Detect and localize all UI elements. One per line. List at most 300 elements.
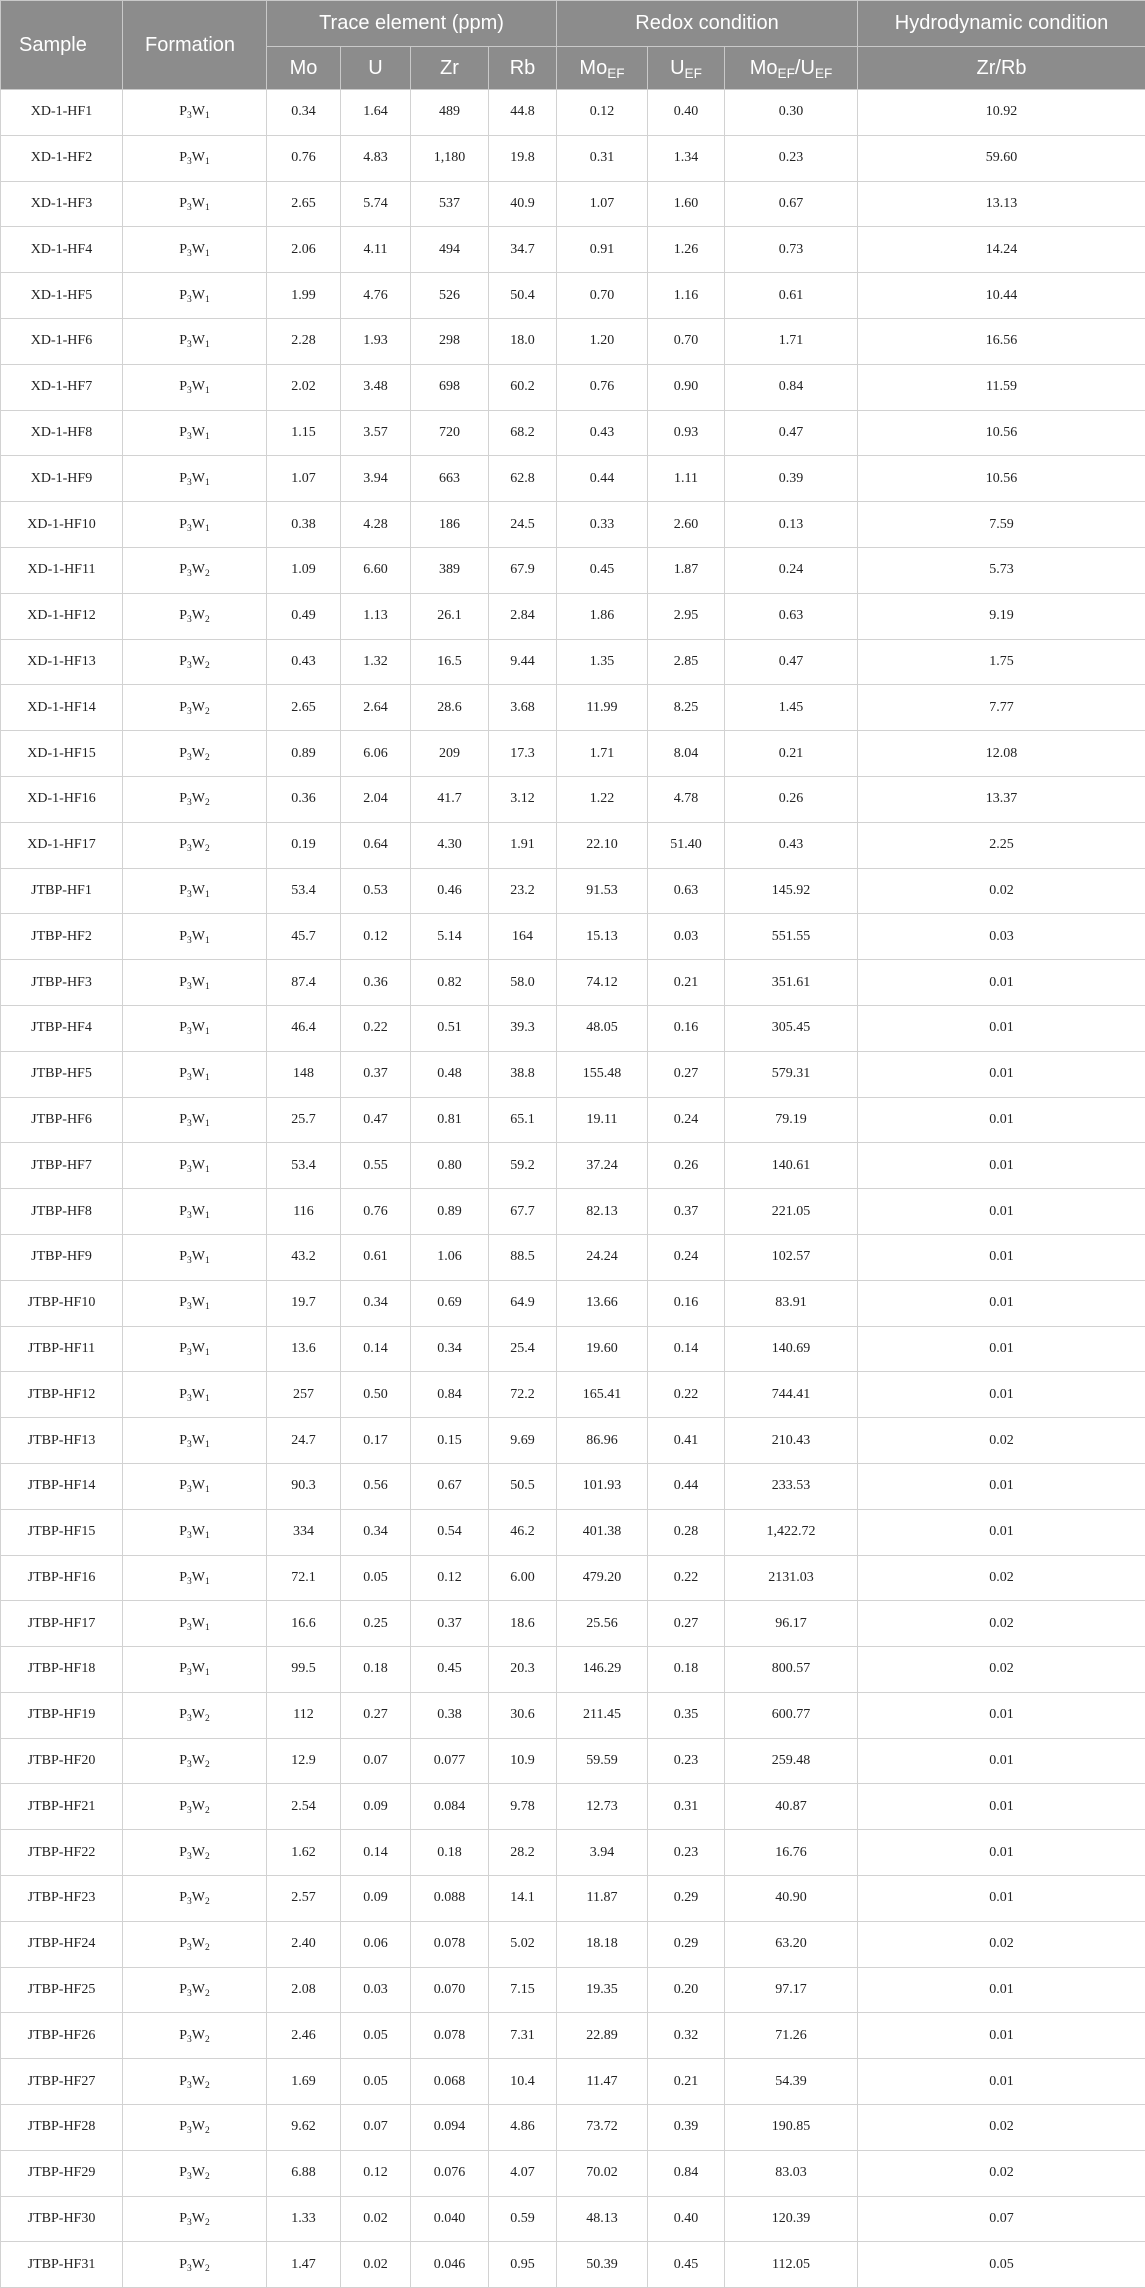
mo-cell: 2.57: [267, 1876, 341, 1922]
mo-cell: 16.6: [267, 1601, 341, 1647]
sample-cell: JTBP-HF19: [1, 1692, 123, 1738]
formation-member: W: [192, 1799, 205, 1814]
zr-rb-cell: 0.01: [858, 1189, 1145, 1235]
sample-cell: JTBP-HF6: [1, 1097, 123, 1143]
mo-ef-cell: 70.02: [557, 2150, 648, 2196]
u-ef-cell: 0.23: [648, 1830, 725, 1876]
header-ratio-slash: /: [795, 57, 801, 79]
mo-ef-cell: 401.38: [557, 1509, 648, 1555]
zr-rb-cell: 0.01: [858, 960, 1145, 1006]
formation-member: W: [192, 1341, 205, 1356]
table-row: [1, 1372, 1145, 1418]
mo-u-ef-ratio-cell: 145.92: [725, 868, 858, 914]
sample-cell: JTBP-HF3: [1, 960, 123, 1006]
zr-cell: 0.48: [411, 1051, 489, 1097]
formation-member: W: [192, 608, 205, 623]
formation-base: P: [179, 150, 187, 165]
header-ratio-mo: Mo: [750, 57, 778, 79]
formation-sub-1: 3: [187, 2126, 192, 2136]
formation-base: P: [179, 288, 187, 303]
zr-rb-cell: 10.92: [858, 90, 1145, 136]
formation-cell: [123, 1463, 267, 1509]
sample-cell: XD-1-HF11: [1, 547, 123, 593]
rb-cell: 40.9: [489, 181, 557, 227]
mo-ef-cell: 11.87: [557, 1876, 648, 1922]
sample-cell: XD-1-HF6: [1, 318, 123, 364]
formation-member: W: [192, 2119, 205, 2134]
u-ef-cell: 0.41: [648, 1418, 725, 1464]
u-ef-cell: 0.39: [648, 2105, 725, 2151]
u-cell: 0.17: [341, 1418, 411, 1464]
mo-cell: 9.62: [267, 2105, 341, 2151]
sample-cell: JTBP-HF9: [1, 1234, 123, 1280]
table-row: [1, 547, 1145, 593]
rb-cell: 50.4: [489, 273, 557, 319]
sample-cell: XD-1-HF17: [1, 822, 123, 868]
formation-base: P: [179, 1570, 187, 1585]
sample-cell: JTBP-HF29: [1, 2150, 123, 2196]
zr-rb-cell: 0.01: [858, 1372, 1145, 1418]
table-row: [1, 1830, 1145, 1876]
zr-rb-cell: 0.01: [858, 1463, 1145, 1509]
zr-rb-cell: 12.08: [858, 731, 1145, 777]
formation-base: P: [179, 1982, 187, 1997]
u-cell: 0.56: [341, 1463, 411, 1509]
mo-ef-cell: 59.59: [557, 1738, 648, 1784]
formation-member: W: [192, 1845, 205, 1860]
zr-rb-cell: 1.75: [858, 639, 1145, 685]
formation-sub-2: 1: [205, 1348, 210, 1358]
zr-rb-cell: 14.24: [858, 227, 1145, 273]
formation-member: W: [192, 1570, 205, 1585]
formation-base: P: [179, 883, 187, 898]
rb-cell: 18.0: [489, 318, 557, 364]
mo-cell: 46.4: [267, 1005, 341, 1051]
formation-sub-2: 1: [205, 1165, 210, 1175]
mo-u-ef-ratio-cell: 0.73: [725, 227, 858, 273]
zr-cell: 0.81: [411, 1097, 489, 1143]
rb-cell: 30.6: [489, 1692, 557, 1738]
formation-cell: [123, 2242, 267, 2288]
formation-cell: [123, 456, 267, 502]
rb-cell: 25.4: [489, 1326, 557, 1372]
formation-member: W: [192, 1890, 205, 1905]
rb-cell: 50.5: [489, 1463, 557, 1509]
sample-cell: JTBP-HF21: [1, 1784, 123, 1830]
mo-ef-cell: 48.05: [557, 1005, 648, 1051]
formation-sub-2: 2: [205, 752, 210, 762]
formation-base: P: [179, 1616, 187, 1631]
formation-member: W: [192, 1433, 205, 1448]
formation-base: P: [179, 654, 187, 669]
mo-u-ef-ratio-cell: 0.67: [725, 181, 858, 227]
mo-u-ef-ratio-cell: 0.24: [725, 547, 858, 593]
u-cell: 0.05: [341, 2059, 411, 2105]
table-row: [1, 2242, 1145, 2288]
formation-sub-1: 3: [187, 1027, 192, 1037]
table-row: [1, 227, 1145, 273]
formation-cell: [123, 1005, 267, 1051]
u-cell: 0.61: [341, 1234, 411, 1280]
rb-cell: 62.8: [489, 456, 557, 502]
table-row: [1, 1189, 1145, 1235]
formation-sub-2: 2: [205, 615, 210, 625]
u-ef-cell: 51.40: [648, 822, 725, 868]
zr-rb-cell: 13.13: [858, 181, 1145, 227]
formation-sub-2: 2: [205, 707, 210, 717]
u-cell: 0.09: [341, 1876, 411, 1922]
zr-cell: 0.51: [411, 1005, 489, 1051]
formation-cell: [123, 868, 267, 914]
rb-cell: 46.2: [489, 1509, 557, 1555]
mo-u-ef-ratio-cell: 233.53: [725, 1463, 858, 1509]
u-cell: 0.12: [341, 914, 411, 960]
header-ratio-u-sub: EF: [815, 66, 832, 81]
formation-cell: [123, 1876, 267, 1922]
table-row: [1, 1326, 1145, 1372]
formation-sub-1: 3: [187, 661, 192, 671]
table-row: [1, 1555, 1145, 1601]
formation-member: W: [192, 975, 205, 990]
formation-member: W: [192, 1707, 205, 1722]
zr-cell: 0.46: [411, 868, 489, 914]
rb-cell: 65.1: [489, 1097, 557, 1143]
formation-sub-2: 1: [205, 890, 210, 900]
mo-cell: 24.7: [267, 1418, 341, 1464]
u-cell: 2.04: [341, 776, 411, 822]
header-zr-rb: Zr/Rb: [858, 47, 1145, 90]
mo-u-ef-ratio-cell: 221.05: [725, 1189, 858, 1235]
zr-cell: 0.84: [411, 1372, 489, 1418]
formation-sub-1: 3: [187, 2172, 192, 2182]
formation-base: P: [179, 425, 187, 440]
formation-sub-1: 3: [187, 1531, 192, 1541]
mo-ef-cell: 0.76: [557, 364, 648, 410]
u-ef-cell: 0.84: [648, 2150, 725, 2196]
formation-sub-1: 3: [187, 1348, 192, 1358]
formation-member: W: [192, 2028, 205, 2043]
u-cell: 0.53: [341, 868, 411, 914]
sample-cell: JTBP-HF17: [1, 1601, 123, 1647]
formation-base: P: [179, 1020, 187, 1035]
zr-rb-cell: 10.56: [858, 456, 1145, 502]
u-cell: 0.76: [341, 1189, 411, 1235]
zr-rb-cell: 0.01: [858, 2013, 1145, 2059]
zr-rb-cell: 0.01: [858, 1830, 1145, 1876]
formation-base: P: [179, 929, 187, 944]
formation-sub-2: 2: [205, 2218, 210, 2228]
mo-cell: 90.3: [267, 1463, 341, 1509]
mo-u-ef-ratio-cell: 140.61: [725, 1143, 858, 1189]
zr-cell: 5.14: [411, 914, 489, 960]
table-row: [1, 960, 1145, 1006]
formation-member: W: [192, 1112, 205, 1127]
sample-cell: JTBP-HF28: [1, 2105, 123, 2151]
formation-base: P: [179, 196, 187, 211]
u-ef-cell: 0.28: [648, 1509, 725, 1555]
formation-cell: [123, 1647, 267, 1693]
rb-cell: 24.5: [489, 502, 557, 548]
mo-ef-cell: 82.13: [557, 1189, 648, 1235]
rb-cell: 39.3: [489, 1005, 557, 1051]
mo-u-ef-ratio-cell: 0.61: [725, 273, 858, 319]
mo-cell: 0.76: [267, 135, 341, 181]
formation-base: P: [179, 1890, 187, 1905]
formation-cell: [123, 1372, 267, 1418]
zr-cell: 0.094: [411, 2105, 489, 2151]
table-row: [1, 914, 1145, 960]
header-u: U: [341, 47, 411, 90]
header-redox-condition: Redox condition: [557, 1, 858, 47]
table-row: [1, 1647, 1145, 1693]
u-cell: 5.74: [341, 181, 411, 227]
formation-sub-1: 3: [187, 2218, 192, 2228]
zr-cell: 0.077: [411, 1738, 489, 1784]
formation-sub-2: 1: [205, 249, 210, 259]
u-ef-cell: 0.22: [648, 1555, 725, 1601]
u-ef-cell: 4.78: [648, 776, 725, 822]
mo-ef-cell: 19.60: [557, 1326, 648, 1372]
formation-cell: [123, 1280, 267, 1326]
zr-cell: 526: [411, 273, 489, 319]
formation-cell: [123, 1967, 267, 2013]
u-cell: 0.18: [341, 1647, 411, 1693]
mo-cell: 53.4: [267, 868, 341, 914]
mo-u-ef-ratio-cell: 0.23: [725, 135, 858, 181]
formation-member: W: [192, 1478, 205, 1493]
formation-base: P: [179, 746, 187, 761]
table-row: [1, 1097, 1145, 1143]
rb-cell: 28.2: [489, 1830, 557, 1876]
u-ef-cell: 0.45: [648, 2242, 725, 2288]
table-row: [1, 1692, 1145, 1738]
mo-cell: 0.49: [267, 593, 341, 639]
mo-cell: 2.65: [267, 181, 341, 227]
mo-u-ef-ratio-cell: 0.30: [725, 90, 858, 136]
formation-sub-2: 1: [205, 1119, 210, 1129]
mo-ef-cell: 0.91: [557, 227, 648, 273]
u-cell: 0.03: [341, 1967, 411, 2013]
sample-cell: XD-1-HF13: [1, 639, 123, 685]
rb-cell: 38.8: [489, 1051, 557, 1097]
mo-u-ef-ratio-cell: 190.85: [725, 2105, 858, 2151]
formation-member: W: [192, 1616, 205, 1631]
table-row: [1, 1738, 1145, 1784]
sample-cell: XD-1-HF9: [1, 456, 123, 502]
zr-rb-cell: 0.02: [858, 2105, 1145, 2151]
zr-rb-cell: 0.01: [858, 1051, 1145, 1097]
formation-sub-2: 2: [205, 1852, 210, 1862]
formation-cell: [123, 1692, 267, 1738]
formation-cell: [123, 960, 267, 1006]
mo-u-ef-ratio-cell: 0.47: [725, 639, 858, 685]
mo-cell: 19.7: [267, 1280, 341, 1326]
formation-sub-2: 2: [205, 2081, 210, 2091]
rb-cell: 14.1: [489, 1876, 557, 1922]
u-ef-cell: 0.70: [648, 318, 725, 364]
formation-cell: [123, 2150, 267, 2196]
formation-member: W: [192, 196, 205, 211]
formation-sub-2: 1: [205, 340, 210, 350]
formation-cell: [123, 731, 267, 777]
sample-cell: JTBP-HF31: [1, 2242, 123, 2288]
sample-cell: XD-1-HF15: [1, 731, 123, 777]
header-u-ef: [648, 47, 725, 90]
mo-cell: 53.4: [267, 1143, 341, 1189]
formation-cell: [123, 1189, 267, 1235]
formation-sub-2: 2: [205, 1943, 210, 1953]
mo-ef-cell: 165.41: [557, 1372, 648, 1418]
header-ratio-u: U: [800, 57, 814, 79]
rb-cell: 58.0: [489, 960, 557, 1006]
mo-cell: 2.46: [267, 2013, 341, 2059]
table-row: [1, 1051, 1145, 1097]
formation-sub-2: 1: [205, 1256, 210, 1266]
formation-sub-2: 1: [205, 432, 210, 442]
zr-rb-cell: 7.59: [858, 502, 1145, 548]
u-cell: 1.32: [341, 639, 411, 685]
sample-cell: JTBP-HF25: [1, 1967, 123, 2013]
sample-cell: JTBP-HF13: [1, 1418, 123, 1464]
table-row: [1, 822, 1145, 868]
u-cell: 0.34: [341, 1509, 411, 1555]
mo-ef-cell: 1.86: [557, 593, 648, 639]
formation-sub-2: 1: [205, 1394, 210, 1404]
formation-cell: [123, 547, 267, 593]
zr-rb-cell: 0.02: [858, 1555, 1145, 1601]
u-ef-cell: 0.03: [648, 914, 725, 960]
u-cell: 0.05: [341, 2013, 411, 2059]
formation-sub-2: 1: [205, 1668, 210, 1678]
zr-cell: 494: [411, 227, 489, 273]
u-cell: 0.07: [341, 2105, 411, 2151]
zr-cell: 0.38: [411, 1692, 489, 1738]
mo-ef-cell: 12.73: [557, 1784, 648, 1830]
table-row: [1, 364, 1145, 410]
sample-cell: JTBP-HF23: [1, 1876, 123, 1922]
formation-base: P: [179, 2257, 187, 2272]
formation-sub-2: 1: [205, 1623, 210, 1633]
formation-cell: [123, 1784, 267, 1830]
formation-member: W: [192, 1524, 205, 1539]
mo-u-ef-ratio-cell: 112.05: [725, 2242, 858, 2288]
zr-cell: 0.078: [411, 1921, 489, 1967]
zr-rb-cell: 0.01: [858, 1967, 1145, 2013]
formation-cell: [123, 273, 267, 319]
mo-u-ef-ratio-cell: 305.45: [725, 1005, 858, 1051]
formation-member: W: [192, 471, 205, 486]
formation-base: P: [179, 2074, 187, 2089]
rb-cell: 64.9: [489, 1280, 557, 1326]
u-ef-cell: 0.29: [648, 1876, 725, 1922]
mo-u-ef-ratio-cell: 351.61: [725, 960, 858, 1006]
u-ef-cell: 8.25: [648, 685, 725, 731]
mo-cell: 1.99: [267, 273, 341, 319]
formation-sub-1: 3: [187, 1119, 192, 1129]
formation-sub-1: 3: [187, 478, 192, 488]
u-cell: 1.13: [341, 593, 411, 639]
mo-u-ef-ratio-cell: 83.03: [725, 2150, 858, 2196]
mo-ef-cell: 13.66: [557, 1280, 648, 1326]
formation-member: W: [192, 104, 205, 119]
formation-cell: [123, 1234, 267, 1280]
zr-cell: 1.06: [411, 1234, 489, 1280]
formation-sub-1: 3: [187, 1394, 192, 1404]
u-ef-cell: 0.37: [648, 1189, 725, 1235]
formation-member: W: [192, 379, 205, 394]
formation-member: W: [192, 1936, 205, 1951]
rb-cell: 59.2: [489, 1143, 557, 1189]
formation-sub-1: 3: [187, 569, 192, 579]
formation-sub-1: 3: [187, 798, 192, 808]
u-ef-cell: 0.40: [648, 90, 725, 136]
rb-cell: 67.9: [489, 547, 557, 593]
zr-rb-cell: 0.01: [858, 1280, 1145, 1326]
u-cell: 0.55: [341, 1143, 411, 1189]
mo-u-ef-ratio-cell: 79.19: [725, 1097, 858, 1143]
u-cell: 0.09: [341, 1784, 411, 1830]
u-cell: 0.34: [341, 1280, 411, 1326]
zr-cell: 4.30: [411, 822, 489, 868]
mo-ef-cell: 1.22: [557, 776, 648, 822]
mo-ef-cell: 48.13: [557, 2196, 648, 2242]
mo-ef-cell: 11.99: [557, 685, 648, 731]
u-cell: 0.36: [341, 960, 411, 1006]
rb-cell: 7.15: [489, 1967, 557, 2013]
u-cell: 4.28: [341, 502, 411, 548]
formation-base: P: [179, 1799, 187, 1814]
formation-cell: [123, 181, 267, 227]
zr-cell: 0.046: [411, 2242, 489, 2288]
formation-sub-2: 1: [205, 111, 210, 121]
formation-sub-2: 2: [205, 2264, 210, 2274]
zr-cell: 663: [411, 456, 489, 502]
u-ef-cell: 0.16: [648, 1280, 725, 1326]
formation-sub-1: 3: [187, 1210, 192, 1220]
formation-sub-2: 2: [205, 569, 210, 579]
mo-ef-cell: 3.94: [557, 1830, 648, 1876]
u-ef-cell: 0.29: [648, 1921, 725, 1967]
formation-sub-2: 2: [205, 798, 210, 808]
u-ef-cell: 0.23: [648, 1738, 725, 1784]
mo-ef-cell: 1.20: [557, 318, 648, 364]
u-cell: 0.27: [341, 1692, 411, 1738]
formation-sub-1: 3: [187, 1302, 192, 1312]
u-cell: 0.50: [341, 1372, 411, 1418]
formation-sub-1: 3: [187, 1852, 192, 1862]
zr-cell: 0.070: [411, 1967, 489, 2013]
u-ef-cell: 8.04: [648, 731, 725, 777]
zr-cell: 26.1: [411, 593, 489, 639]
formation-sub-2: 2: [205, 661, 210, 671]
formation-sub-2: 1: [205, 386, 210, 396]
formation-sub-2: 1: [205, 1439, 210, 1449]
rb-cell: 9.78: [489, 1784, 557, 1830]
table-row: [1, 2105, 1145, 2151]
sample-cell: JTBP-HF12: [1, 1372, 123, 1418]
sample-cell: JTBP-HF26: [1, 2013, 123, 2059]
table-row: [1, 1143, 1145, 1189]
header-hydrodynamic-condition: Hydrodynamic condition: [858, 1, 1145, 47]
mo-ef-cell: 74.12: [557, 960, 648, 1006]
formation-member: W: [192, 1753, 205, 1768]
formation-cell: [123, 364, 267, 410]
zr-rb-cell: 0.02: [858, 1601, 1145, 1647]
table-row: [1, 2196, 1145, 2242]
formation-base: P: [179, 471, 187, 486]
u-cell: 6.06: [341, 731, 411, 777]
rb-cell: 19.8: [489, 135, 557, 181]
